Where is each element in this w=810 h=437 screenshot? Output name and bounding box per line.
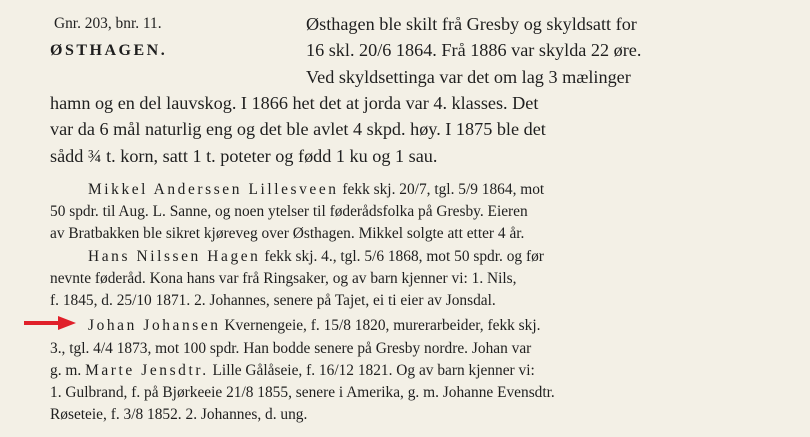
paragraph-line: nevnte føderåd. Kona hans var frå Ringsaker, og av barn kjenner vi: 1. Nils,	[50, 270, 517, 287]
farm-number: Gnr. 203, bnr. 11.	[54, 15, 162, 32]
intro-line: var da 6 mål naturlig eng og det ble avlet 4 skpd. høy. I 1875 ble det	[50, 119, 546, 139]
intro-line: Ved skyldsettinga var det om lag 3 mælinger	[306, 67, 631, 87]
intro-line: sådd ¾ t. korn, satt 1 t. poteter og fødd 1 ku og 1 sau.	[50, 146, 438, 166]
intro-line: 16 skl. 20/6 1864. Frå 1886 var skylda 22 øre.	[306, 40, 642, 60]
paragraph-line: Hans Nilssen Hagen fekk skj. 4., tgl. 5/6 1868, mot 50 spdr. og før	[88, 248, 544, 265]
paragraph-line: 3., tgl. 4/4 1873, mot 100 spdr. Han bodde senere på Gresby nordre. Johan var	[50, 340, 532, 357]
paragraph-line: g. m. Marte Jensdtr. Lille Gålåseie, f. 16/12 1821. Og av barn kjenner vi:	[50, 362, 535, 379]
paragraph-line: Johan Johansen Kvernengeie, f. 15/8 1820, murerarbeider, fekk skj.	[88, 317, 541, 334]
paragraph-line: av Bratbakken ble sikret kjøreveg over Østhagen. Mikkel solgte att etter 4 år.	[50, 225, 525, 242]
paragraph-line: 50 spdr. til Aug. L. Sanne, og noen ytelser til føderådsfolka på Gresby. Eieren	[50, 203, 528, 220]
person-name: Marte Jensdtr.	[85, 362, 209, 379]
person-name: Hans Nilssen Hagen	[88, 248, 261, 265]
intro-line: Østhagen ble skilt frå Gresby og skyldsatt for	[306, 14, 637, 34]
person-name: Mikkel Anderssen Lillesveen	[88, 181, 339, 198]
red-arrow-icon	[22, 315, 78, 331]
paragraph-line: f. 1845, d. 25/10 1871. 2. Johannes, senere på Tajet, ei ti eier av Jonsdal.	[50, 292, 496, 309]
farm-title: ØSTHAGEN.	[50, 42, 168, 59]
intro-line: hamn og en del lauvskog. I 1866 het det at jorda var 4. klasses. Det	[50, 93, 539, 113]
paragraph-line: Mikkel Anderssen Lillesveen fekk skj. 20/7, tgl. 5/9 1864, mot	[88, 181, 545, 198]
person-name: Johan Johansen	[88, 317, 221, 334]
paragraph-line: 1. Gulbrand, f. på Bjørkeeie 21/8 1855, senere i Amerika, g. m. Johanne Evensdtr.	[50, 384, 555, 401]
paragraph-line: Røseteie, f. 3/8 1852. 2. Johannes, d. ung.	[50, 406, 308, 423]
